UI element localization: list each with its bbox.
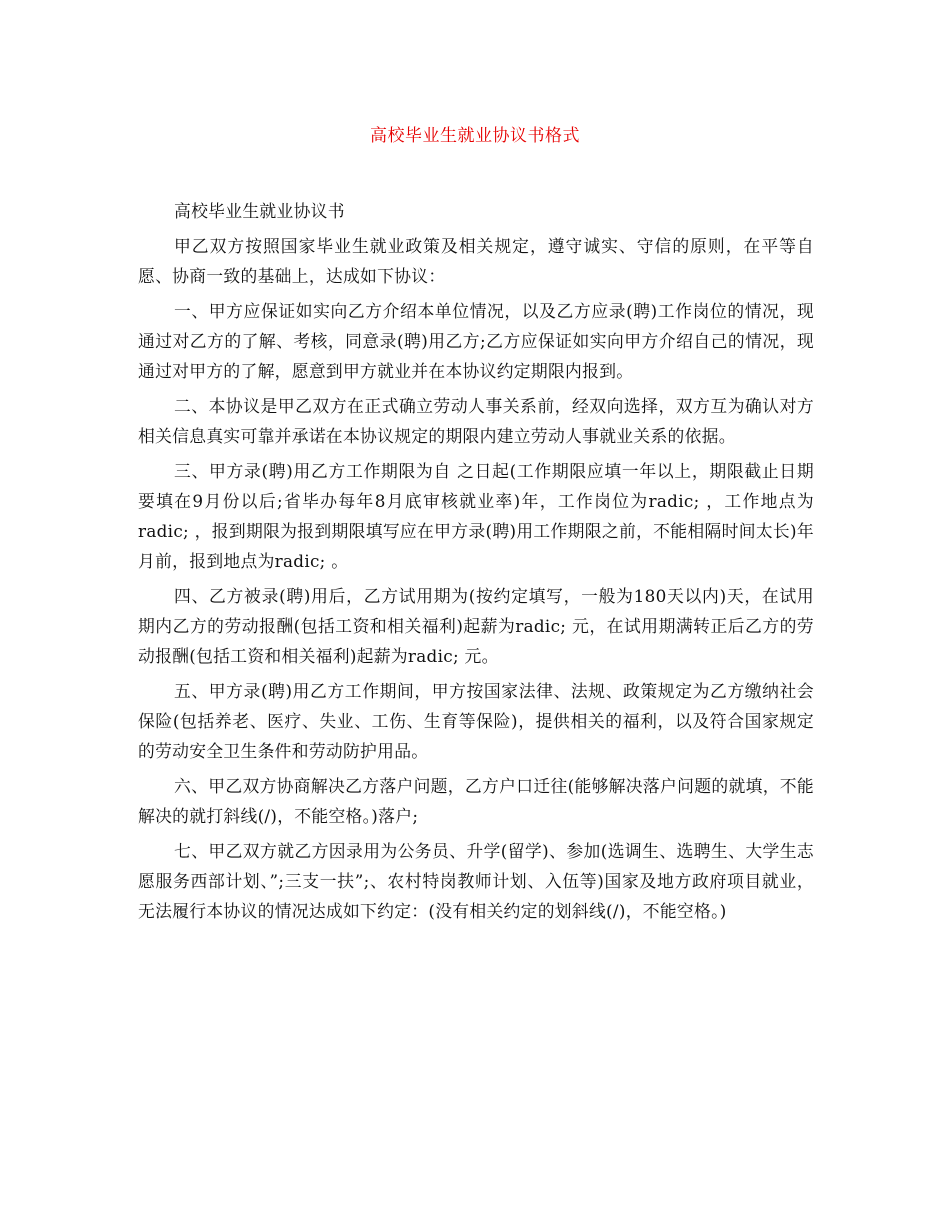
clause-3-paragraph: 三、甲方录(聘)用乙方工作期限为自 之日起(工作期限应填一年以上，期限截止日期要填在9月份以后;省毕办每年8月底审核就业率)年，工作岗位为radic; ，工作地点为radic; ，报到期限为报到期限填写应在甲方录(聘)用工作期限之前，不能相隔时间太长)年 月前，报到地点为radic; 。 bbox=[138, 461, 814, 571]
clause-2-paragraph: 二、本协议是甲乙双方在正式确立劳动人事关系前，经双向选择，双方互为确认对方相关信息真实可靠并承诺在本协议规定的期限内建立劳动人事就业关系的依据。 bbox=[138, 396, 814, 446]
clause-4-paragraph: 四、乙方被录(聘)用后，乙方试用期为(按约定填写，一般为180天以内)天，在试用期内乙方的劳动报酬(包括工资和相关福利)起薪为radic; 元，在试用期满转正后乙方的劳动报酬(包括工资和相关福利)起薪为radic; 元。 bbox=[138, 586, 814, 666]
document-title: 高校毕业生就业协议书格式 bbox=[370, 126, 580, 146]
clause-5-paragraph: 五、甲方录(聘)用乙方工作期间，甲方按国家法律、法规、政策规定为乙方缴纳社会保险(包括养老、医疗、失业、工伤、生育等保险)，提供相关的福利，以及符合国家规定的劳动安全卫生条件和劳动防护用品。 bbox=[138, 681, 814, 761]
subtitle-paragraph: 高校毕业生就业协议书 bbox=[174, 201, 345, 221]
clause-6-paragraph: 六、甲乙双方协商解决乙方落户问题，乙方户口迁往(能够解决落户问题的就填，不能解决的就打斜线(/)，不能空格。)落户; bbox=[138, 776, 814, 826]
preamble-paragraph: 甲乙双方按照国家毕业生就业政策及相关规定，遵守诚实、守信的原则，在平等自愿、协商一致的基础上，达成如下协议： bbox=[138, 236, 814, 286]
clause-7-paragraph: 七、甲乙双方就乙方因录用为公务员、升学(留学)、参加(选调生、选聘生、大学生志愿服务西部计划、”;三支一扶”;、农村特岗教师计划、入伍等)国家及地方政府项目就业，无法履行本协议的情况达成如下约定：(没有相关约定的划斜线(/)，不能空格。) bbox=[138, 841, 814, 921]
clause-1-paragraph: 一、甲方应保证如实向乙方介绍本单位情况，以及乙方应录(聘)工作岗位的情况，现通过对乙方的了解、考核，同意录(聘)用乙方;乙方应保证如实向甲方介绍自己的情况，现通过对甲方的了解，愿意到甲方就业并在本协议约定期限内报到。 bbox=[138, 301, 814, 381]
document-body bbox=[138, 196, 814, 931]
